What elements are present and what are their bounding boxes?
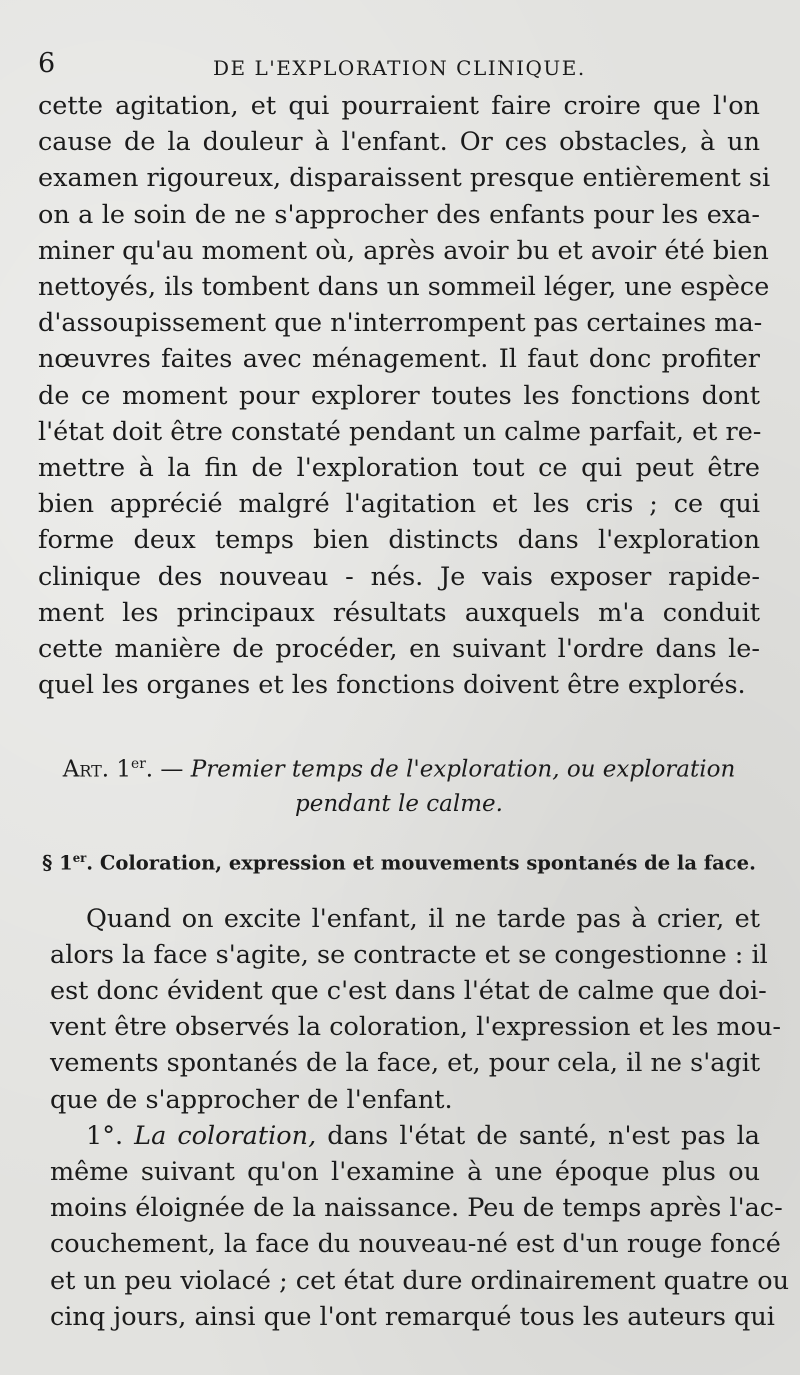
article-label-sup: er [131,756,146,773]
text-line: examen rigoureux, disparaissent presque entièrement si [38,163,771,194]
text-line: que de s'approcher de l'enfant. [50,1084,453,1115]
paragraph-calm [38,901,782,1118]
section-heading [38,851,760,875]
text-line: Quand on excite l'enfant, il ne tarde pas à crier, et [86,903,760,934]
text-line: on a le soin de ne s'approcher des enfants pour les exa- [38,199,760,230]
text-line: mettre à la fin de l'exploration tout ce qui peut être [38,453,760,484]
article-dash: . — [145,757,184,784]
text-line: même suivant qu'on l'examine à une époque plus ou [50,1157,760,1188]
text-line: cause de la douleur à l'enfant. Or ces obstacles, à un [38,127,760,158]
text-line: nettoyés, ils tombent dans un sommeil léger, une espèce [38,272,770,303]
text-line: forme deux temps bien distincts dans l'exploration [38,525,760,556]
section-symbol-sup: er [72,851,87,866]
text-line: couchement, la face du nouveau-né est d'un rouge foncé [50,1229,781,1260]
text-line: nœuvres faites avec ménagement. Il faut donc profiter [38,344,760,375]
text-line: bien apprécié malgré l'agitation et les cris ; ce qui [38,489,760,520]
page-number: 6 [38,48,56,79]
text-line [50,1118,760,1154]
text-line: l'état doit être constaté pendant un calme parfait, et re- [38,416,762,447]
text-line: est donc évident que c'est dans l'état de calme que doi- [50,976,767,1007]
text-line: cinq jours, ainsi que l'ont remarqué tous les auteurs qui [50,1301,775,1332]
article-label: Art. 1 [62,757,132,784]
text-line: vent être observés la coloration, l'expression et les mou- [50,1012,782,1043]
text-line: clinique des nouveau - nés. Je vais exposer rapide- [38,561,760,592]
text-line: alors la face s'agite, se contracte et se congestionne : il [50,939,768,970]
item-number: 1°. [86,1120,124,1151]
text-line: ment les principaux résultats auxquels m'a conduit [38,597,760,628]
text-line: et un peu violacé ; cet état dure ordinairement quatre ou [50,1265,790,1296]
article-title-line1: Premier temps de l'exploration, ou exploration [190,757,736,784]
section-title: . Coloration, expression et mouvements spontanés de la face. [86,851,756,875]
text-line: de ce moment pour explorer toutes les fonctions dont [38,380,760,411]
paragraph-continuation [38,88,771,703]
section-symbol: § 1 [42,851,73,875]
text-line: miner qu'au moment où, après avoir bu et avoir été bien [38,235,769,266]
running-header [38,48,760,88]
text-line: d'assoupissement que n'interrompent pas certaines ma- [38,308,763,339]
text-line: moins éloignée de la naissance. Peu de temps après l'ac- [50,1193,783,1224]
article-title-line2: pendant le calme. [295,791,503,818]
text-line: quel les organes et les fonctions doivent être explorés. [38,670,746,701]
item-title: La coloration, [134,1120,317,1151]
running-title: DE L'EXPLORATION CLINIQUE. [213,56,586,80]
item-text: dans l'état de santé, n'est pas la [327,1120,760,1151]
text-line: cette manière de procéder, en suivant l'ordre dans le- [38,634,760,665]
article-heading [48,747,750,821]
paragraph-coloration [38,1118,790,1335]
text-line: cette agitation, et qui pourraient faire croire que l'on [38,91,760,121]
text-line: vements spontanés de la face, et, pour cela, il ne s'agit [50,1048,761,1079]
